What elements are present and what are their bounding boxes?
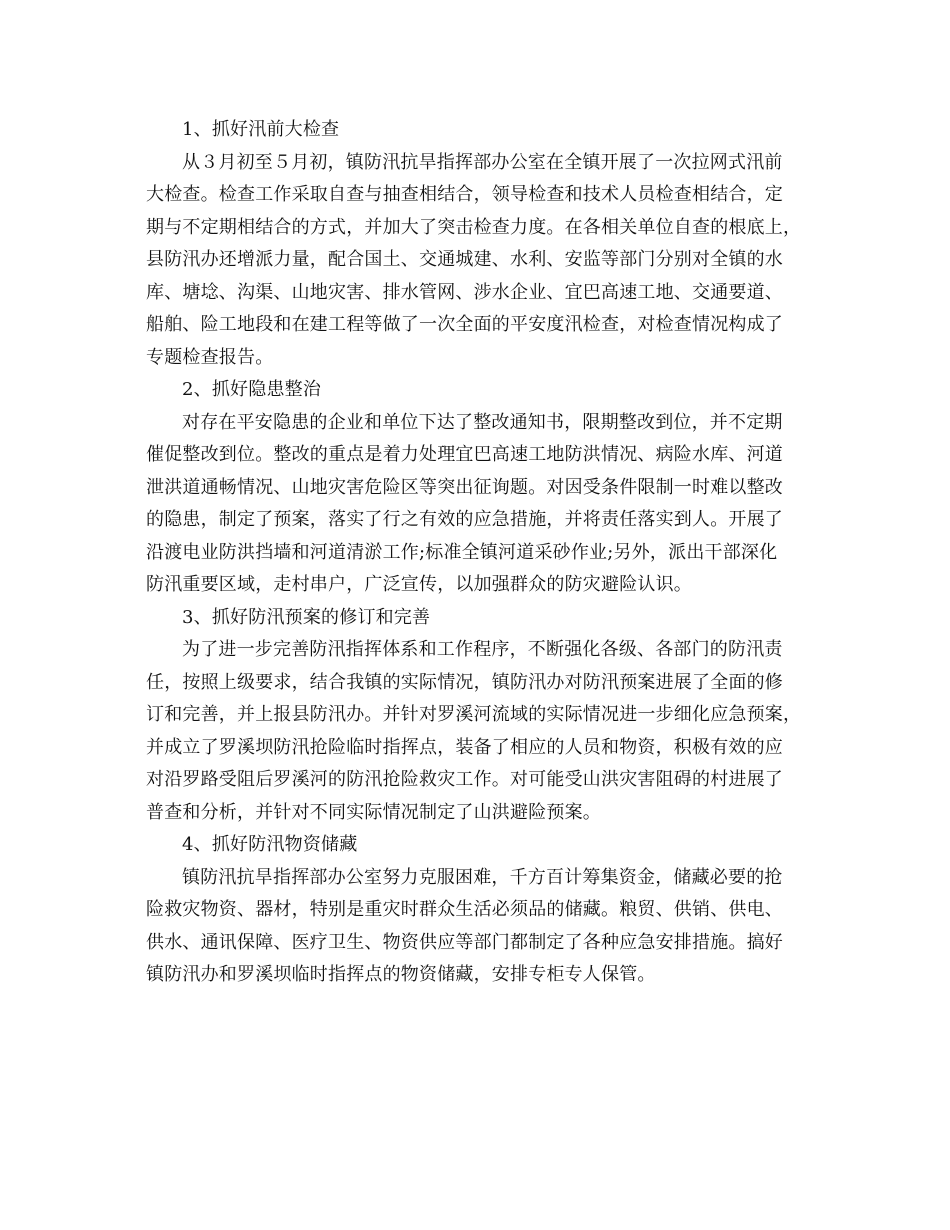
section-heading: 4、抓好防汛物资储藏 [182,834,358,855]
section-heading: 2、抓好隐患整治 [182,379,322,400]
paragraph-line: 订和完善，并上报县防汛办。并针对罗溪河流域的实际情况进一步细化应急预案， [146,704,802,725]
paragraph-line: 沿渡电业防洪挡墙和河道清淤工作;标准全镇河道采砂作业;另外，派出干部深化 [146,541,778,563]
paragraph-line: 泄洪道通畅情况、山地灾害危险区等突出征询题。对因受条件限制一时难以整改 [146,476,783,498]
paragraph-line: 任，按照上级要求，结合我镇的实际情况，镇防汛办对防汛预案进展了全面的修 [146,671,783,693]
paragraph-line: 镇防汛抗旱指挥部办公室努力克服困难，千方百计筹集资金，储藏必要的抢 [182,866,783,888]
document-body [146,114,806,992]
paragraph-line: 供水、通讯保障、医疗卫生、物资供应等部门都制定了各种应急安排措施。搞好 [146,931,783,953]
paragraph-line: 县防汛办还增派力量，配合国土、交通城建、水利、安监等部门分别对全镇的水 [146,249,783,270]
paragraph-line: 普查和分析，并针对不同实际情况制定了山洪避险预案。 [146,801,601,823]
paragraph-line: 库、塘埝、沟渠、山地灾害、排水管网、涉水企业、宜巴高速工地、交通要道、 [146,281,783,303]
paragraph-line: 船舶、险工地段和在建工程等做了一次全面的平安度汛检查，对检查情况构成了 [146,314,783,335]
paragraph-line: 从３月初至５月初，镇防汛抗旱指挥部办公室在全镇开展了一次拉网式汛前 [182,151,783,173]
paragraph-line: 的隐患，制定了预案，落实了行之有效的应急措施，并将责任落实到人。开展了 [146,509,783,530]
paragraph-line: 镇防汛办和罗溪坝临时指挥点的物资储藏，安排专柜专人保管。 [146,964,656,985]
paragraph-line: 催促整改到位。整改的重点是着力处理宜巴高速工地防洪情况、病险水库、河道 [146,444,783,465]
paragraph-line: 对存在平安隐患的企业和单位下达了整改通知书，限期整改到位，并不定期 [182,411,783,433]
paragraph-line: 专题检查报告。 [146,346,274,368]
paragraph-line: 对沿罗路受阻后罗溪河的防汛抢险救灾工作。对可能受山洪灾害阻碍的村进展了 [146,769,783,790]
paragraph-line: 大检查。检查工作采取自查与抽查相结合，领导检查和技术人员检查相结合，定 [146,184,783,205]
paragraph-line: 并成立了罗溪坝防汛抢险临时指挥点，装备了相应的人员和物资，积极有效的应 [146,736,783,758]
section-heading: 3、抓好防汛预案的修订和完善 [182,606,431,628]
paragraph-line: 险救灾物资、器材，特别是重灾时群众生活必须品的储藏。粮贸、供销、供电、 [146,899,783,920]
paragraph-line: 防汛重要区域，走村串户，广泛宣传，以加强群众的防灾避险认识。 [146,574,692,595]
section-heading: 1、抓好汛前大检查 [182,119,340,140]
paragraph-line: 为了进一步完善防汛指挥体系和工作程序，不断强化各级、各部门的防汛责 [182,639,783,660]
paragraph-line: 期与不定期相结合的方式，并加大了突击检查力度。在各相关单位自查的根底上， [146,216,802,238]
